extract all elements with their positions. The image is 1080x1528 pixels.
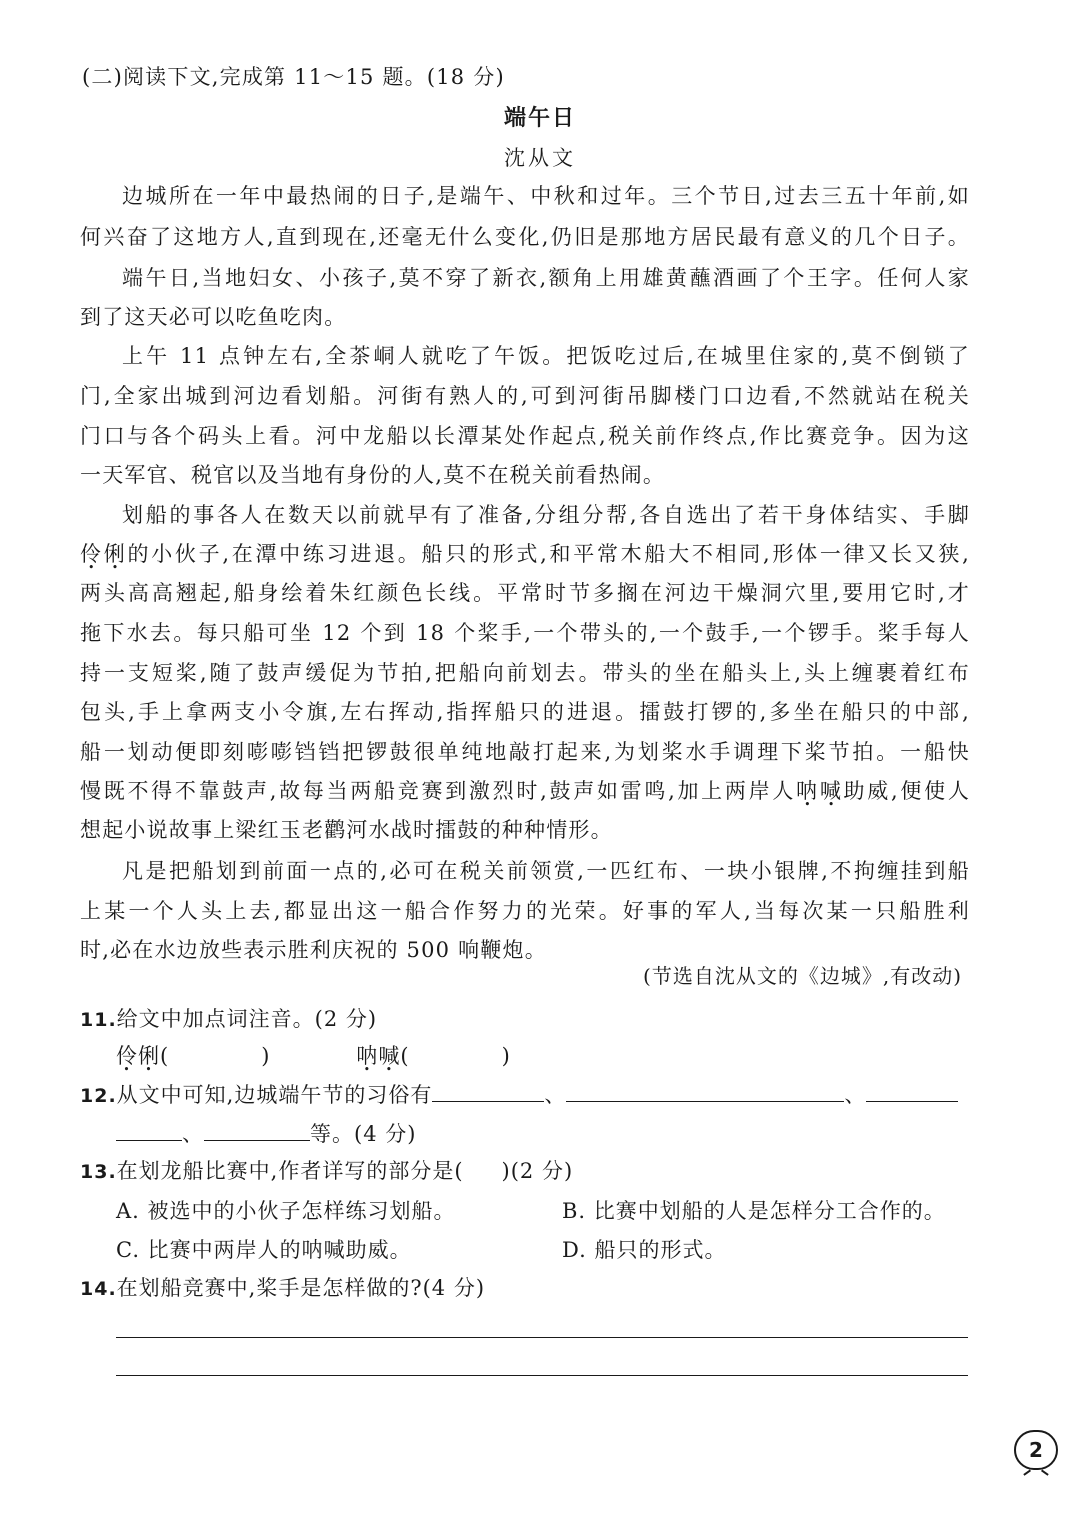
- dotted-char: 伶: [116, 1044, 138, 1068]
- question-text: 在划龙船比赛中,作者详写的部分是(: [116, 1159, 464, 1183]
- question-14: [80, 1273, 485, 1304]
- question-11: [80, 1004, 377, 1035]
- article-line: 端午日,当地妇女、小孩子,莫不穿了新衣,额角上用雄黄蘸酒画了个王字。任何人家: [122, 266, 970, 290]
- answer-blank-5[interactable]: [204, 1120, 310, 1141]
- article-line: 上某一个人头上去,都显出这一船合作努力的光荣。好事的军人,当每次某一只船胜利: [80, 899, 970, 923]
- article-line-with-dotted-word: [80, 776, 970, 806]
- dotted-char: 俐: [103, 542, 128, 566]
- dotted-char: 呐: [356, 1044, 379, 1068]
- article-line: 拖下水去。每只船可坐 12 个到 18 个桨手,一个带头的,一个鼓手,一个锣手。桨手每人: [80, 621, 970, 645]
- article-line: 门口与各个码头上看。河中龙船以长潭某处作起点,税关前作终点,作比赛竞争。因为这: [80, 424, 970, 448]
- dotted-char: 喊: [819, 779, 844, 803]
- question-number: 12.: [80, 1085, 117, 1107]
- article-source: (节选自沈从文的《边城》,有改动): [643, 964, 962, 988]
- answer-line-1[interactable]: [116, 1337, 968, 1338]
- question-number: 13.: [80, 1161, 117, 1183]
- article-line-rest: 的小伙子,在潭中练习进退。船只的形式,和平常木船大不相同,形体一律又长又狭,: [127, 542, 971, 566]
- article-line: 上午 11 点钟左右,全茶峒人就吃了午饭。把饭吃过后,在城里住家的,莫不倒锁了: [122, 344, 970, 368]
- section-heading: (二)阅读下文,完成第 11～15 题。(18 分): [82, 65, 505, 89]
- answer-line-2[interactable]: [116, 1375, 968, 1376]
- question-12-cont: 、 等。(4 分): [116, 1119, 416, 1149]
- article-line: 划船的事各人在数天以前就早有了准备,分组分帮,各自选出了若干身体结实、手脚: [122, 503, 970, 527]
- article-line-part: 助威,便使人: [843, 779, 971, 803]
- article-title: 端午日: [503, 105, 576, 131]
- answer-blank-1[interactable]: [432, 1081, 544, 1102]
- article-line-part: 慢既不得不靠鼓声,故每当两船竞赛到激烈时,鼓声如雷鸣,加上两岸人: [80, 779, 797, 803]
- answer-blank-4[interactable]: [116, 1120, 182, 1141]
- article-line: 想起小说故事上梁红玉老鹳河水战时擂鼓的种种情形。: [80, 818, 613, 842]
- article-line: 一天军官、税官以及当地有身份的人,莫不在税关前看热闹。: [80, 463, 666, 487]
- page-number-badge: 2: [1014, 1430, 1058, 1470]
- article-line: 何兴奋了这地方人,直到现在,还毫无什么变化,仍旧是那地方居民最有意义的几个日子。: [80, 225, 970, 249]
- dotted-char: 俐: [138, 1044, 160, 1068]
- question-text: 在划船竞赛中,桨手是怎样做的?(4 分): [116, 1276, 486, 1300]
- dotted-char: 喊: [378, 1044, 401, 1068]
- option-d[interactable]: D. 船只的形式。: [562, 1238, 727, 1262]
- article-line: 两头高高翘起,船身绘着朱红颜色长线。平常时节多搁在河边干燥洞穴里,要用它时,才: [80, 581, 970, 605]
- article-line: 门,全家出城到河边看划船。河街有熟人的,可到河街吊脚楼门口边看,不然就站在税关: [80, 384, 970, 408]
- article-line: 船一划动便即刻嘭嘭铛铛把锣鼓很单纯地敲打起来,为划桨水手调理下桨节拍。一船快: [80, 740, 970, 764]
- question-12: 12.从文中可知,边城端午节的习俗有 、 、: [80, 1080, 958, 1111]
- article-line: 包头,手上拿两支小令旗,左右挥动,指挥船只的进退。擂鼓打锣的,多坐在船只的中部,: [80, 700, 970, 724]
- question-number: 14.: [80, 1278, 117, 1300]
- question-text: 从文中可知,边城端午节的习俗有: [116, 1083, 433, 1107]
- article-line: 边城所在一年中最热闹的日子,是端午、中秋和过年。三个节日,过去三五十年前,如: [122, 184, 970, 208]
- article-line: 持一支短桨,随了鼓声缓促为节拍,把船向前划去。带头的坐在船头上,头上缠裹着红布: [80, 661, 970, 685]
- question-11-answers: 伶俐( ) 呐喊( ): [116, 1044, 511, 1068]
- answer-blank-3[interactable]: [866, 1081, 958, 1102]
- answer-blank-2[interactable]: [566, 1081, 844, 1102]
- article-line: 凡是把船划到前面一点的,必可在税关前领赏,一匹红布、一块小银牌,不拘缠挂到船: [122, 859, 970, 883]
- question-number: 11.: [80, 1009, 117, 1031]
- question-text: 给文中加点词注音。(2 分): [116, 1007, 378, 1031]
- question-13: 13.在划龙船比赛中,作者详写的部分是( )(2 分): [80, 1159, 574, 1183]
- dotted-char: 伶: [80, 542, 104, 566]
- article-line: 时,必在水边放些表示胜利庆祝的 500 响鞭炮。: [80, 938, 547, 962]
- article-author: 沈从文: [504, 146, 576, 170]
- article-line-with-dotted-word: [80, 539, 970, 569]
- article-line: 到了这天必可以吃鱼吃肉。: [80, 305, 347, 329]
- dotted-char: 呐: [796, 779, 820, 803]
- option-c[interactable]: C. 比赛中两岸人的呐喊助威。: [116, 1238, 412, 1262]
- option-b[interactable]: B. 比赛中划船的人是怎样分工合作的。: [562, 1199, 946, 1223]
- option-a[interactable]: A. 被选中的小伙子怎样练习划船。: [116, 1199, 456, 1223]
